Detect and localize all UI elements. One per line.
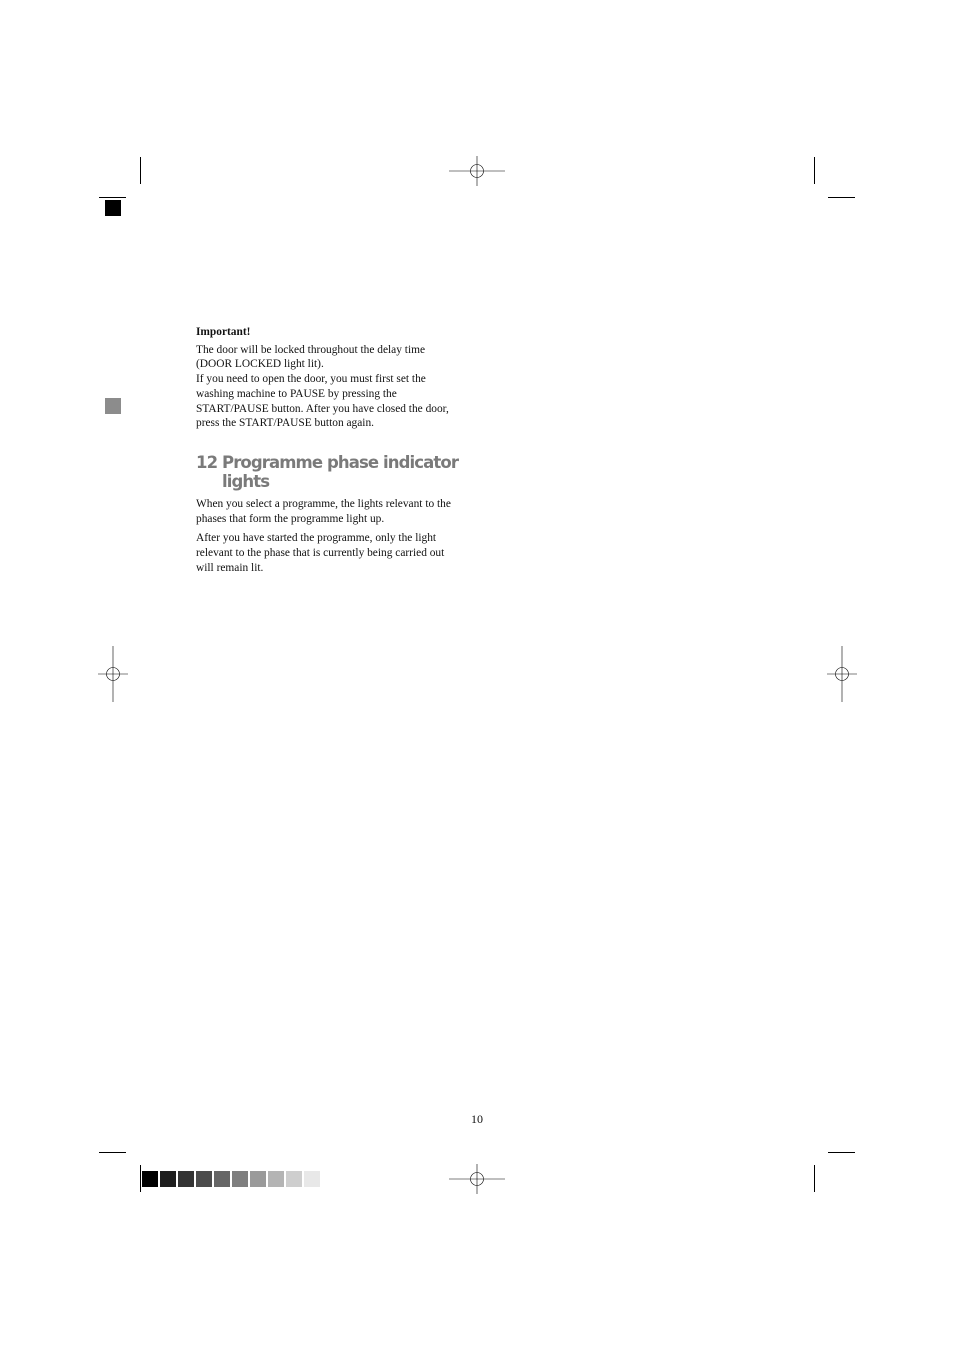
important-label: Important! (196, 326, 251, 338)
color-bar-swatch (142, 1171, 158, 1187)
registration-mark-left (98, 646, 128, 702)
crop-mark-top-right-horizontal (828, 197, 855, 198)
important-line: If you need to open the door, you must first set the (196, 373, 426, 386)
thumb-tab-grey (105, 398, 121, 414)
crop-mark-top-left-vertical (140, 157, 141, 184)
color-bar-swatch (232, 1171, 248, 1187)
body-text-column (196, 325, 466, 575)
crop-mark-bottom-right-horizontal (828, 1152, 855, 1153)
paragraph-line: will remain lit. (196, 561, 264, 574)
crop-mark-bottom-left-vertical (140, 1165, 141, 1192)
important-line: The door will be locked throughout the delay time (196, 343, 426, 356)
grayscale-color-bar (142, 1171, 322, 1187)
crop-mark-bottom-right-vertical (814, 1165, 815, 1192)
crop-mark-bottom-left-horizontal (99, 1152, 126, 1153)
crop-mark-top-right-vertical (814, 157, 815, 184)
color-bar-swatch (160, 1171, 176, 1187)
registration-mark-top (449, 156, 505, 186)
color-bar-swatch (250, 1171, 266, 1187)
paragraph-line: After you have started the programme, only the light (196, 532, 437, 545)
thumb-tab-black (105, 200, 121, 216)
color-bar-swatch (196, 1171, 212, 1187)
registration-mark-bottom (449, 1164, 505, 1194)
important-line: press the START/PAUSE button again. (196, 417, 375, 430)
color-bar-swatch (268, 1171, 284, 1187)
important-line: (DOOR LOCKED light lit). (196, 358, 324, 371)
registration-mark-right (827, 646, 857, 702)
color-bar-swatch (286, 1171, 302, 1187)
paragraph-line: When you select a programme, the lights relevant to the (196, 497, 451, 510)
section-title: Programme phase indicator lights (222, 452, 459, 491)
color-bar-swatch (304, 1171, 320, 1187)
section-heading (196, 453, 466, 491)
paragraph-line: phases that form the programme light up. (196, 512, 385, 525)
color-bar-swatch (214, 1171, 230, 1187)
crop-mark-top-left-horizontal (99, 197, 126, 198)
page-number: 10 (471, 1112, 483, 1126)
color-bar-swatch (178, 1171, 194, 1187)
important-line: START/PAUSE button. After you have closed the door, (196, 402, 449, 415)
important-line: washing machine to PAUSE by pressing the (196, 387, 397, 400)
paragraph-line: relevant to the phase that is currently being carried out (196, 547, 445, 560)
section-number: 12 (196, 452, 218, 472)
